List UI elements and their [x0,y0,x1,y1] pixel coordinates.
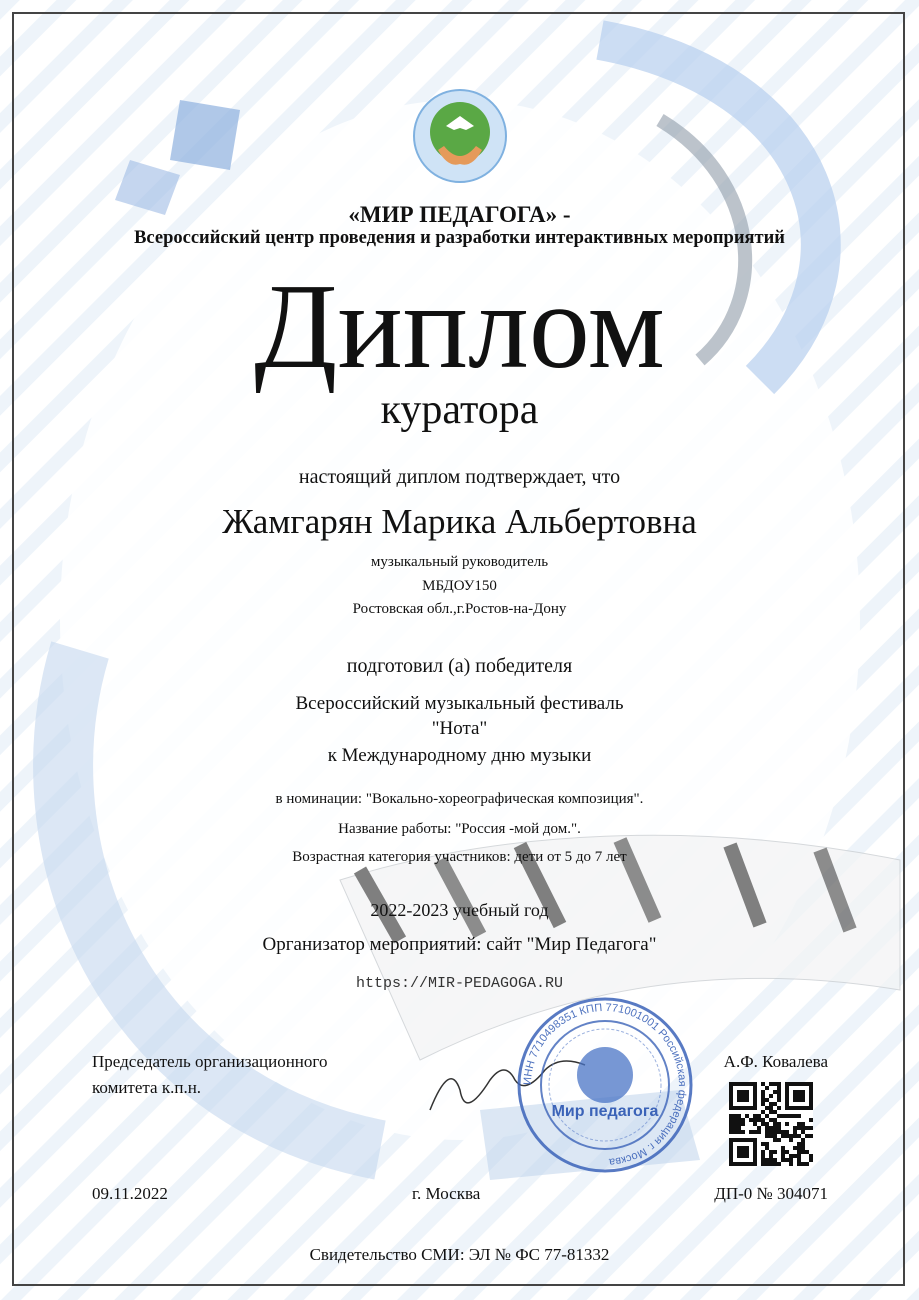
age-category: Возрастная категория участников: дети от 5 до 7 лет [292,849,627,865]
event-line-2: "Нота" [431,718,488,739]
issue-date: 09.11.2022 [92,1184,168,1203]
logo-icon [412,88,508,184]
academic-year: 2022-2023 учебный год [370,900,549,920]
work-title: Название работы: "Россия -мой дом.". [338,821,581,837]
org-subtitle: Всероссийский центр проведения и разработки интерактивных мероприятий [134,228,785,248]
website-link[interactable]: https://MIR-PEDAGOGA.RU [355,975,564,992]
signer-role-line-2: комитета к.п.н. [92,1078,202,1097]
org-name: «МИР ПЕДАГОГА» - [348,202,571,227]
nomination: в номинации: "Вокально-хореографическая композиция". [275,791,644,807]
recipient-institution: МБДОУ150 [422,578,497,594]
official-stamp [515,995,695,1175]
diploma-title: Диплом [254,259,665,394]
media-certificate: Свидетельство СМИ: ЭЛ № ФС 77-81332 [309,1245,610,1264]
signer-name: А.Ф. Ковалева [723,1052,828,1071]
qr-code-icon[interactable] [729,1082,813,1166]
diploma-number: ДП-0 № 304071 [714,1184,828,1203]
event-line-1: Всероссийский музыкальный фестиваль [295,693,624,714]
organizer: Организатор мероприятий: сайт "Мир Педагога" [262,934,657,955]
stamp-center-text: Мир педагога [551,1103,659,1120]
achievement-text: подготовил (а) победителя [346,655,573,677]
confirm-text: настоящий диплом подтверждает, что [298,466,621,488]
diploma-subtitle: куратора [380,387,539,433]
issue-city: г. Москва [412,1184,481,1203]
recipient-position: музыкальный руководитель [370,554,549,570]
recipient-location: Ростовская обл.,г.Ростов-на-Дону [352,601,567,617]
signer-role-line-1: Председатель организационного [92,1052,328,1071]
recipient-name: Жамгарян Марика Альбертовна [222,502,697,541]
svg-text:ИНН 7710498351 КПП 771001001 Р: ИНН 7710498351 КПП 771001001 Российская федерация г. Москва [521,1001,689,1168]
event-line-3: к Международному дню музыки [327,745,592,766]
